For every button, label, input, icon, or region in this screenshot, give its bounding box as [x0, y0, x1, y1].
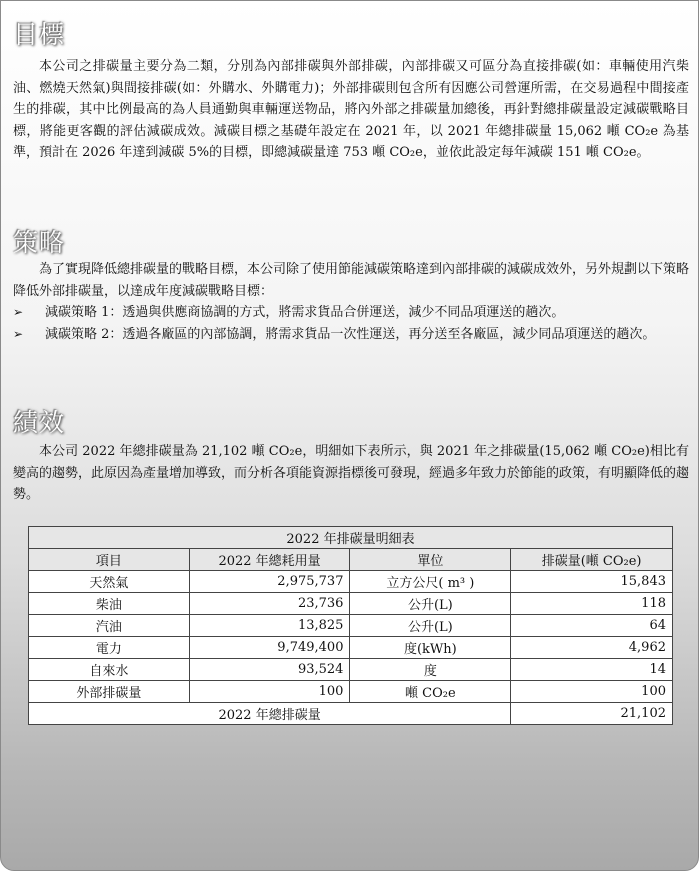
table-total-value: 21,102: [511, 703, 673, 725]
emission-detail-table: [28, 526, 673, 725]
strategy-bullet-item: [13, 324, 689, 346]
table-cell-emission: 14: [511, 659, 673, 681]
table-header-row: [29, 549, 673, 571]
table-cell-usage: 9,749,400: [189, 637, 350, 659]
goal-paragraph: 本公司之排碳量主要分為二類，分別為內部排碳與外部排碳，內部排碳又可區分為直接排碳(如：車輛使用汽柴油、燃燒天然氣)與間接排碳(如：外購水、外購電力)；外部排碳則包含所有因應公司營運所需，在交易過程中間接產生的排碳，其中比例最高的為人員通勤與車輛運送物品，將內外部之排碳量加總後，再針對總排碳量設定減碳戰略目標，將能更客觀的評估減碳成效。減碳目標之基礎年設定在 2021 年，以 2021 年總排碳量 15,062 噸 CO₂e 為基準，預計在 2026 年達到減碳 5%的目標，即總減碳量達 753 噸 CO₂e，並依此設定每年減碳 151 噸 CO₂e。: [13, 59, 689, 160]
table-total-label: 2022 年總排碳量: [29, 703, 511, 725]
table-cell-unit: 度: [350, 659, 511, 681]
section-heading-performance: 績效: [13, 408, 66, 437]
strategy-paragraph: 為了實現降低總排碳量的戰略目標，本公司除了使用節能減碳策略達到內部排碳的減碳成效外，另外規劃以下策略降低外部排碳量，以達成年度減碳戰略目標：: [13, 262, 690, 299]
table-cell-unit: 立方公尺( m³ ): [350, 571, 511, 593]
section-heading-strategy: 策略: [13, 228, 66, 257]
table-cell-item: 天然氣: [29, 571, 190, 593]
table-cell-emission: 64: [511, 615, 673, 637]
table-cell-unit: 噸 CO₂e: [350, 681, 511, 703]
table-row: [29, 571, 673, 593]
table-row: [29, 681, 673, 703]
table-total-row: [29, 703, 673, 725]
table-row: [29, 593, 673, 615]
strategy-bullet-text: 減碳策略 1：透過與供應商協調的方式，將需求貨品合併運送，減少不同品項運送的趟次。: [45, 305, 565, 320]
table-cell-item: 自來水: [29, 659, 190, 681]
arrowhead-bullet-icon: ➢: [13, 305, 24, 319]
table-cell-usage: 93,524: [189, 659, 350, 681]
table-row: [29, 659, 673, 681]
table-cell-item: 柴油: [29, 593, 190, 615]
table-cell-emission: 4,962: [511, 637, 673, 659]
table-cell-item: 電力: [29, 637, 190, 659]
table-row: [29, 615, 673, 637]
table-cell-unit: 度(kWh): [350, 637, 511, 659]
table-cell-item: 外部排碳量: [29, 681, 190, 703]
arrowhead-bullet-icon: ➢: [13, 326, 24, 341]
table-header-cell: 單位: [350, 549, 511, 571]
table-cell-usage: 100: [189, 681, 350, 703]
table-cell-usage: 23,736: [189, 593, 350, 615]
strategy-bullet-text: 減碳策略 2：透過各廠區的內部協調，將需求貨品一次性運送，再分送至各廠區，減少同品項運送的趟次。: [45, 326, 656, 342]
table-cell-usage: 2,975,737: [189, 571, 350, 593]
table-cell-item: 汽油: [29, 615, 190, 637]
strategy-bullet-item: [13, 302, 689, 324]
table-cell-unit: 公升(L): [350, 593, 511, 615]
table-row: [29, 637, 673, 659]
performance-paragraph: 本公司 2022 年總排碳量為 21,102 噸 CO₂e，明細如下表所示，與 2021 年之排碳量(15,062 噸 CO₂e)相比有變高的趨勢，此原因為產量增加導致，而分析各項能資源指標後可發現，經過多年致力於節能的政策，有明顯降低的趨勢。: [13, 444, 690, 502]
table-cell-usage: 13,825: [189, 615, 350, 637]
table-cell-emission: 118: [511, 593, 673, 615]
section-heading-goal: 目標: [13, 20, 66, 49]
table-caption: 2022 年排碳量明細表: [29, 527, 673, 549]
table-cell-emission: 100: [511, 681, 673, 703]
table-header-cell: 項目: [29, 549, 190, 571]
table-header-cell: 排碳量(噸 CO₂e): [511, 549, 673, 571]
table-cell-emission: 15,843: [511, 571, 673, 593]
table-header-cell: 2022 年總耗用量: [189, 549, 350, 571]
strategy-bullet-list: [13, 302, 689, 345]
table-cell-unit: 公升(L): [350, 615, 511, 637]
